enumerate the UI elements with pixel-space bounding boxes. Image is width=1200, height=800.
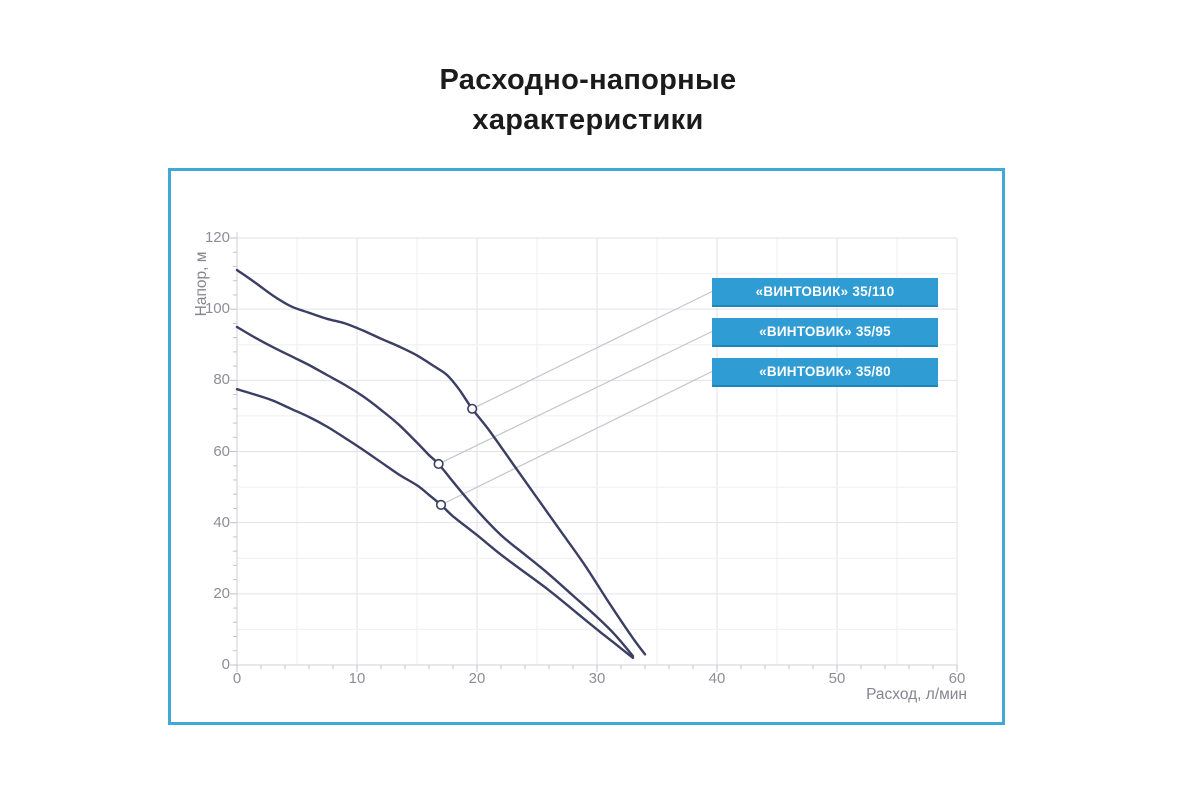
plot-region xyxy=(171,171,1002,722)
x-tick-label-10: 10 xyxy=(348,670,366,687)
callout-marker-35-110 xyxy=(468,405,477,414)
legend-chip-35-95-label: «ВИНТОВИК» 35/95 xyxy=(759,324,891,339)
legend-chip-35-80 xyxy=(712,358,938,387)
y-tick-label-40: 40 xyxy=(213,513,230,531)
y-tick-label-0: 0 xyxy=(221,656,230,673)
y-tick-label-20: 20 xyxy=(213,584,230,602)
x-tick-label-60: 60 xyxy=(948,670,966,687)
y-axis-label: Напор, м xyxy=(193,251,210,317)
x-tick-label-20: 20 xyxy=(468,670,486,687)
callout-marker-35-80 xyxy=(437,501,446,510)
y-tick-label-80: 80 xyxy=(213,371,230,389)
x-axis-label: Расход, л/мин xyxy=(866,686,967,703)
curve-35-95 xyxy=(237,327,633,656)
chart-title-line-2: характеристики xyxy=(472,104,704,136)
legend-chip-35-95 xyxy=(712,318,938,347)
legend-chip-35-110-label: «ВИНТОВИК» 35/110 xyxy=(755,284,895,299)
chart-title-line-1: Расходно-напорные xyxy=(439,64,737,96)
y-tick-label-60: 60 xyxy=(213,442,230,460)
x-tick-label-40: 40 xyxy=(708,670,726,687)
x-tick-label-30: 30 xyxy=(588,670,606,687)
chart-card xyxy=(168,168,1005,725)
chart-title xyxy=(0,60,1176,140)
curve-35-80 xyxy=(237,389,633,658)
x-tick-label-0: 0 xyxy=(232,670,242,687)
x-tick-label-50: 50 xyxy=(828,670,846,687)
plot-area xyxy=(171,171,1002,722)
y-tick-label-120: 120 xyxy=(204,229,230,246)
callout-leader-line xyxy=(441,372,712,505)
legend-chip-35-80-label: «ВИНТОВИК» 35/80 xyxy=(759,364,891,379)
legend-chip-35-110 xyxy=(712,278,938,307)
callout-marker-35-95 xyxy=(434,460,443,469)
callout-leader-line xyxy=(439,332,712,464)
y-tick-label-100: 100 xyxy=(204,300,230,318)
